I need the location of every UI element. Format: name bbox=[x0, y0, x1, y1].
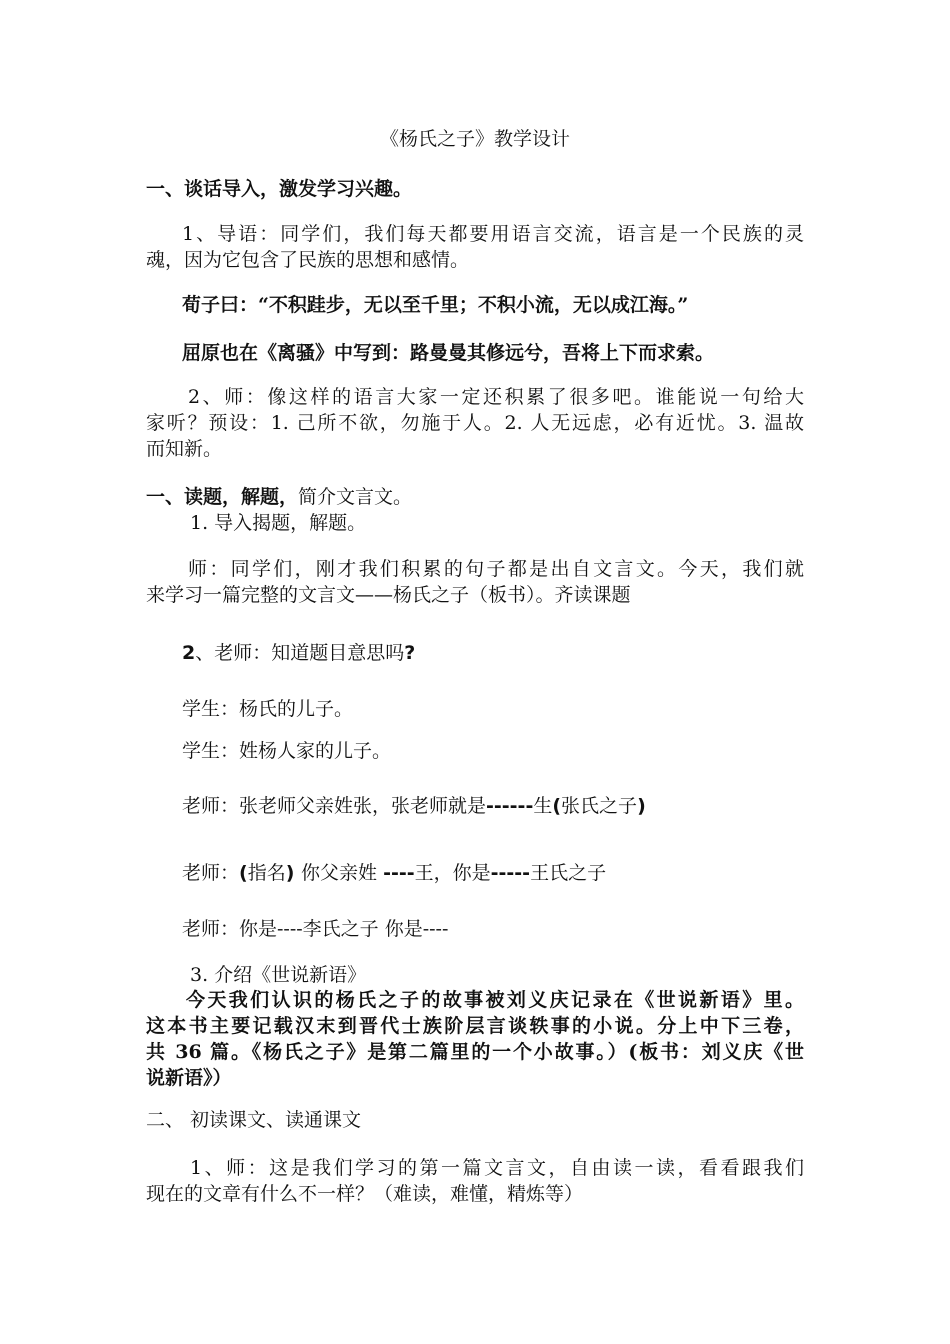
item-intro-title: 1. 导入揭题，解题。 bbox=[190, 512, 367, 534]
teacher-line-3: 老师：你是----李氏之子 你是---- bbox=[182, 918, 449, 940]
question-number: 2 bbox=[182, 642, 196, 664]
paragraph-classical-line-1: 师：同学们，刚才我们积累的句子都是出自文言文。今天，我们就 bbox=[188, 558, 804, 580]
paragraph-teacher-line-2: 家听？预设：1. 己所不欲，勿施于人。2. 人无远虑，必有近忧。3. 温故 bbox=[146, 412, 804, 434]
teacher-line-2-c: 指名 bbox=[247, 862, 286, 884]
teacher-line-2-paren-open: ( bbox=[239, 862, 248, 884]
teacher-line-2-paren-close: ) bbox=[285, 862, 302, 884]
paragraph-shishuo-line-3: 共 36 篇。《杨氏之子》是第二篇里的一个小故事。）(板书：刘义庆《世 bbox=[146, 1041, 804, 1063]
paragraph-classical-line-2: 来学习一篇完整的文言文——杨氏之子（板书）。齐读课题 bbox=[146, 584, 631, 606]
teacher-line-1-b: 生 bbox=[533, 795, 553, 817]
paragraph-shishuo-line-4: 说新语》） bbox=[146, 1067, 232, 1089]
question-mark: ? bbox=[404, 642, 416, 664]
item-shishuo-title: 3. 介绍《世说新语》 bbox=[190, 964, 367, 986]
question-title-meaning bbox=[182, 640, 415, 666]
student-answer-2: 学生：姓杨人家的儿子。 bbox=[182, 740, 392, 762]
paragraph-teacher-line-1: 2、师：像这样的语言大家一定还积累了很多吧。谁能说一句给大 bbox=[188, 386, 804, 408]
student-answer-1: 学生：杨氏的儿子。 bbox=[182, 698, 354, 720]
quote-xunzi: 荀子曰：“不积跬步，无以至千里；不积小流，无以成江海。” bbox=[182, 294, 689, 316]
paragraph-intro-line-1: 1、导语：同学们，我们每天都要用语言交流，语言是一个民族的灵 bbox=[182, 223, 804, 245]
quote-quyuan: 屈原也在《离骚》中写到：路曼曼其修远兮，吾将上下而求索。 bbox=[182, 342, 715, 364]
teacher-line-2-a: 老师： bbox=[182, 862, 240, 884]
teacher-line-1-d: 张氏之子 bbox=[561, 795, 638, 817]
teacher-line-1 bbox=[182, 793, 646, 819]
teacher-line-2-g: 王，你是 bbox=[414, 862, 491, 884]
teacher-line-1-paren-open: ( bbox=[552, 795, 562, 817]
teacher-line-2-dash-1: ---- bbox=[383, 862, 415, 884]
teacher-line-2-dash-2: ----- bbox=[490, 862, 531, 884]
section-heading-1: 一、谈话导入，激发学习兴趣。 bbox=[146, 178, 413, 200]
paragraph-shishuo-line-2: 这本书主要记载汉末到晋代士族阶层言谈轶事的小说。分上中下三卷， bbox=[146, 1015, 804, 1037]
teacher-line-1-dash: ------ bbox=[486, 795, 534, 817]
teacher-line-2-e: 你父亲姓 bbox=[301, 862, 384, 884]
section-heading-3: 二、 初读课文、读通课文 bbox=[146, 1109, 362, 1131]
teacher-line-2-i: 王氏之子 bbox=[530, 862, 607, 884]
paragraph-intro-line-2: 魂，因为它包含了民族的思想和感情。 bbox=[146, 249, 470, 271]
paragraph-first-read-line-1: 1、师：这是我们学习的第一篇文言文，自由读一读，看看跟我们 bbox=[190, 1157, 804, 1179]
document-title: 《杨氏之子》教学设计 bbox=[379, 128, 570, 150]
teacher-line-2 bbox=[182, 860, 606, 886]
section-heading-2 bbox=[146, 484, 412, 510]
paragraph-shishuo-line-1: 今天我们认识的杨氏之子的故事被刘义庆记录在《世说新语》里。 bbox=[186, 989, 804, 1011]
section-heading-2-bold: 一、读题，解题， bbox=[146, 486, 299, 508]
paragraph-first-read-line-2: 现在的文章有什么不一样？（难读，难懂，精炼等） bbox=[146, 1183, 584, 1205]
question-text: 、老师：知道题目意思吗 bbox=[195, 642, 405, 664]
teacher-line-1-a: 老师：张老师父亲姓张，张老师就是 bbox=[182, 795, 487, 817]
teacher-line-1-paren-close: ) bbox=[637, 795, 646, 817]
paragraph-teacher-line-3: 而知新。 bbox=[146, 438, 223, 460]
section-heading-2-rest: 简介文言文。 bbox=[298, 486, 413, 508]
